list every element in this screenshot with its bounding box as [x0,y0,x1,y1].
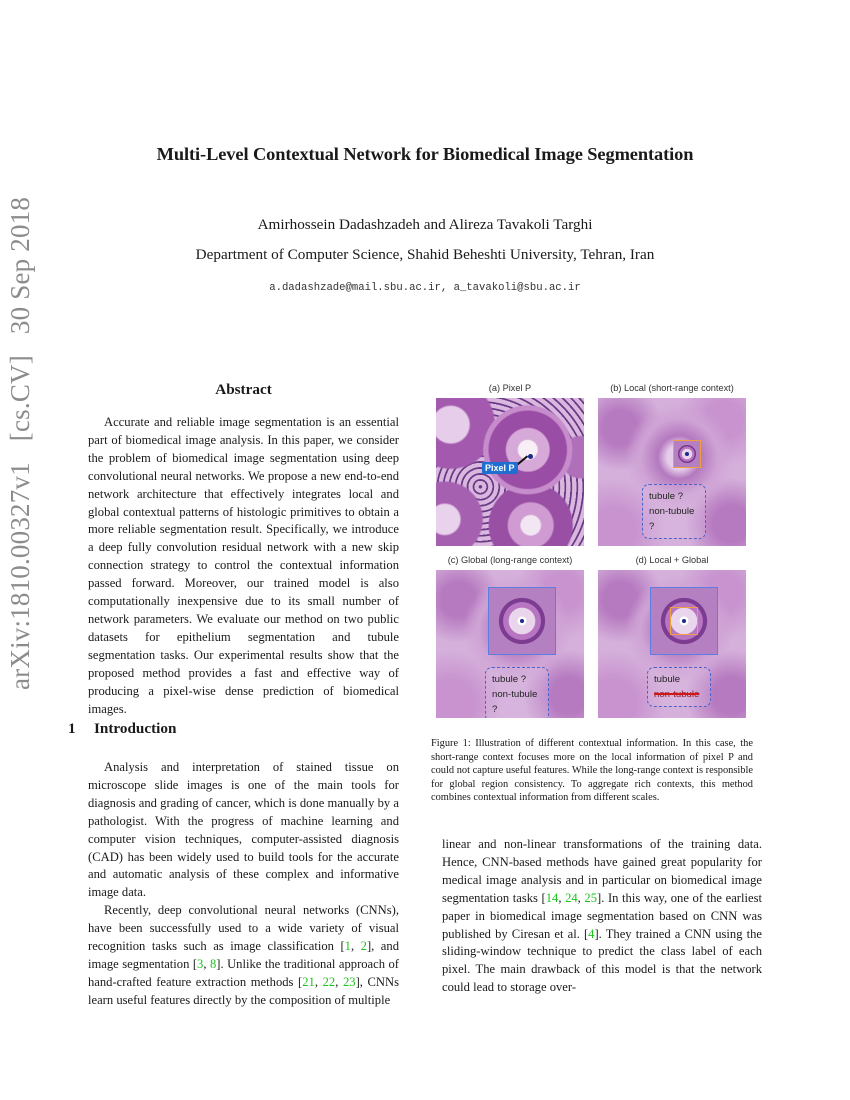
arxiv-id: arXiv:1810.00327v1 [5,462,35,690]
arxiv-date: 30 Sep 2018 [5,196,35,335]
local-context-box [673,440,701,468]
global-context-box [488,587,556,655]
paper-affiliation: Department of Computer Science, Shahid Beheshti University, Tehran, Iran [195,246,655,263]
citation-link[interactable]: 8 [209,956,217,971]
panel-d-label: (d) Local + Global [635,555,709,565]
section-heading-introduction [68,720,176,738]
panel-d-image [598,570,746,718]
citation-link[interactable]: 25 [584,890,598,905]
citation-link[interactable]: 4 [588,926,595,941]
citation-link[interactable]: 2 [360,939,367,954]
panel-c-label: (c) Global (long-range context) [447,555,573,565]
intro-paragraph-2-continued: linear and non-linear transformations of the training data. Hence, CNN-based methods have gained great popularity for medical image analysis and in particular on biomedical image segmentation tasks [14, 24, 25]. In this way, one of the earliest paper in biomedical image segmentation based on CNN was published by Ciresan et al. [4]. They trained a CNN using the sliding-window technique to predict the class label of each pixel. The main drawback of this model is that the network could lead to storage over- [442,837,762,995]
citation-link[interactable]: 14 [545,890,559,905]
citation-link[interactable]: 21 [302,974,315,989]
question-box: tubule ? non-tubule ? [642,484,706,539]
citation-link[interactable]: 23 [342,974,356,989]
panel-b-label: (b) Local (short-range context) [610,383,734,393]
pixel-p-dot [528,454,533,459]
introduction-left-column [88,759,399,1010]
paper-emails: a.dadashzade@mail.sbu.ac.ir, a_tavakoli@sbu.ac.ir [269,282,581,294]
paper-title: Multi-Level Contextual Network for Biomedical Image Segmentation [156,144,694,164]
arxiv-category: [cs.CV] [5,355,35,442]
global-context-box [650,587,718,655]
intro-paragraph-2: Recently, deep convolutional neural networks (CNNs), have been successfully used to a wide variety of visual recognition tasks such as image classification [1, 2], and image segmentation [3, 8]. Unlike the traditional approach of hand-crafted feature extraction methods [21, 22, 23], CNNs learn useful features directly by the composition of multiple [88,903,400,1007]
introduction-right-column [442,836,762,997]
answer-box: tubule non-tubule [647,667,711,707]
abstract-heading: Abstract [215,381,272,398]
question-box: tubule ? non-tubule ? [485,667,549,718]
citation-link[interactable]: 3 [197,956,204,971]
panel-c-image [436,570,584,718]
section-number: 1 [68,720,76,737]
panel-a-image [436,398,584,546]
pixel-p-tag: Pixel P [482,462,518,474]
panel-b-image [598,398,746,546]
citation-link[interactable]: 22 [322,974,336,989]
abstract-text: Accurate and reliable image segmentation is an essential part of biomedical image analysis. In this paper, we consider the problem of biomedical image segmentation using deep convolutional neural networks. We propose a new end-to-end network architecture that effectively integrates local and global contextual patterns of histologic primitives to obtain a more reliable segmentation result. Specifically, we introduce a deep fully convolution residual network with a new skip connection strategy to control the contextual information passed forward. Moreover, our trained model is also computationally inexpensive due to its small number of network parameters. We evaluate our method on two public datasets for epithelium segmentation and tubule segmentation tasks. Our experimental results show that the proposed method provides a fast and effective way of producing a pixel-wise dense prediction of biomedical images. [88,415,399,716]
panel-a-label: (a) Pixel P [488,383,532,393]
figure-caption: Figure 1: Illustration of different contextual information. In this case, the short-range context focuses more on the local information of pixel P and could not capture useful features. While the long-range context is responsible for global region consistency. To aggregate rich contexts, this method combines contextual information from different scales. [431,738,753,804]
section-title: Introduction [94,720,177,737]
paper-authors: Amirhossein Dadashzadeh and Alireza Tavakoli Targhi [257,216,593,233]
intro-paragraph-1: Analysis and interpretation of stained tissue on microscope slide images is one of the main tools for diagnosis and grading of cancer, which is done manually by a pathologist. With the progress of machine learning and computer vision techniques, computer-assisted diagnosis (CAD) has been widely used to build tools for the accurate and automatic analysis of these complex and informative image data. [88,760,399,900]
arxiv-stamp [5,196,51,690]
citation-link[interactable]: 24 [565,890,578,905]
abstract-body [88,414,399,718]
citation-link[interactable]: 1 [344,939,351,954]
